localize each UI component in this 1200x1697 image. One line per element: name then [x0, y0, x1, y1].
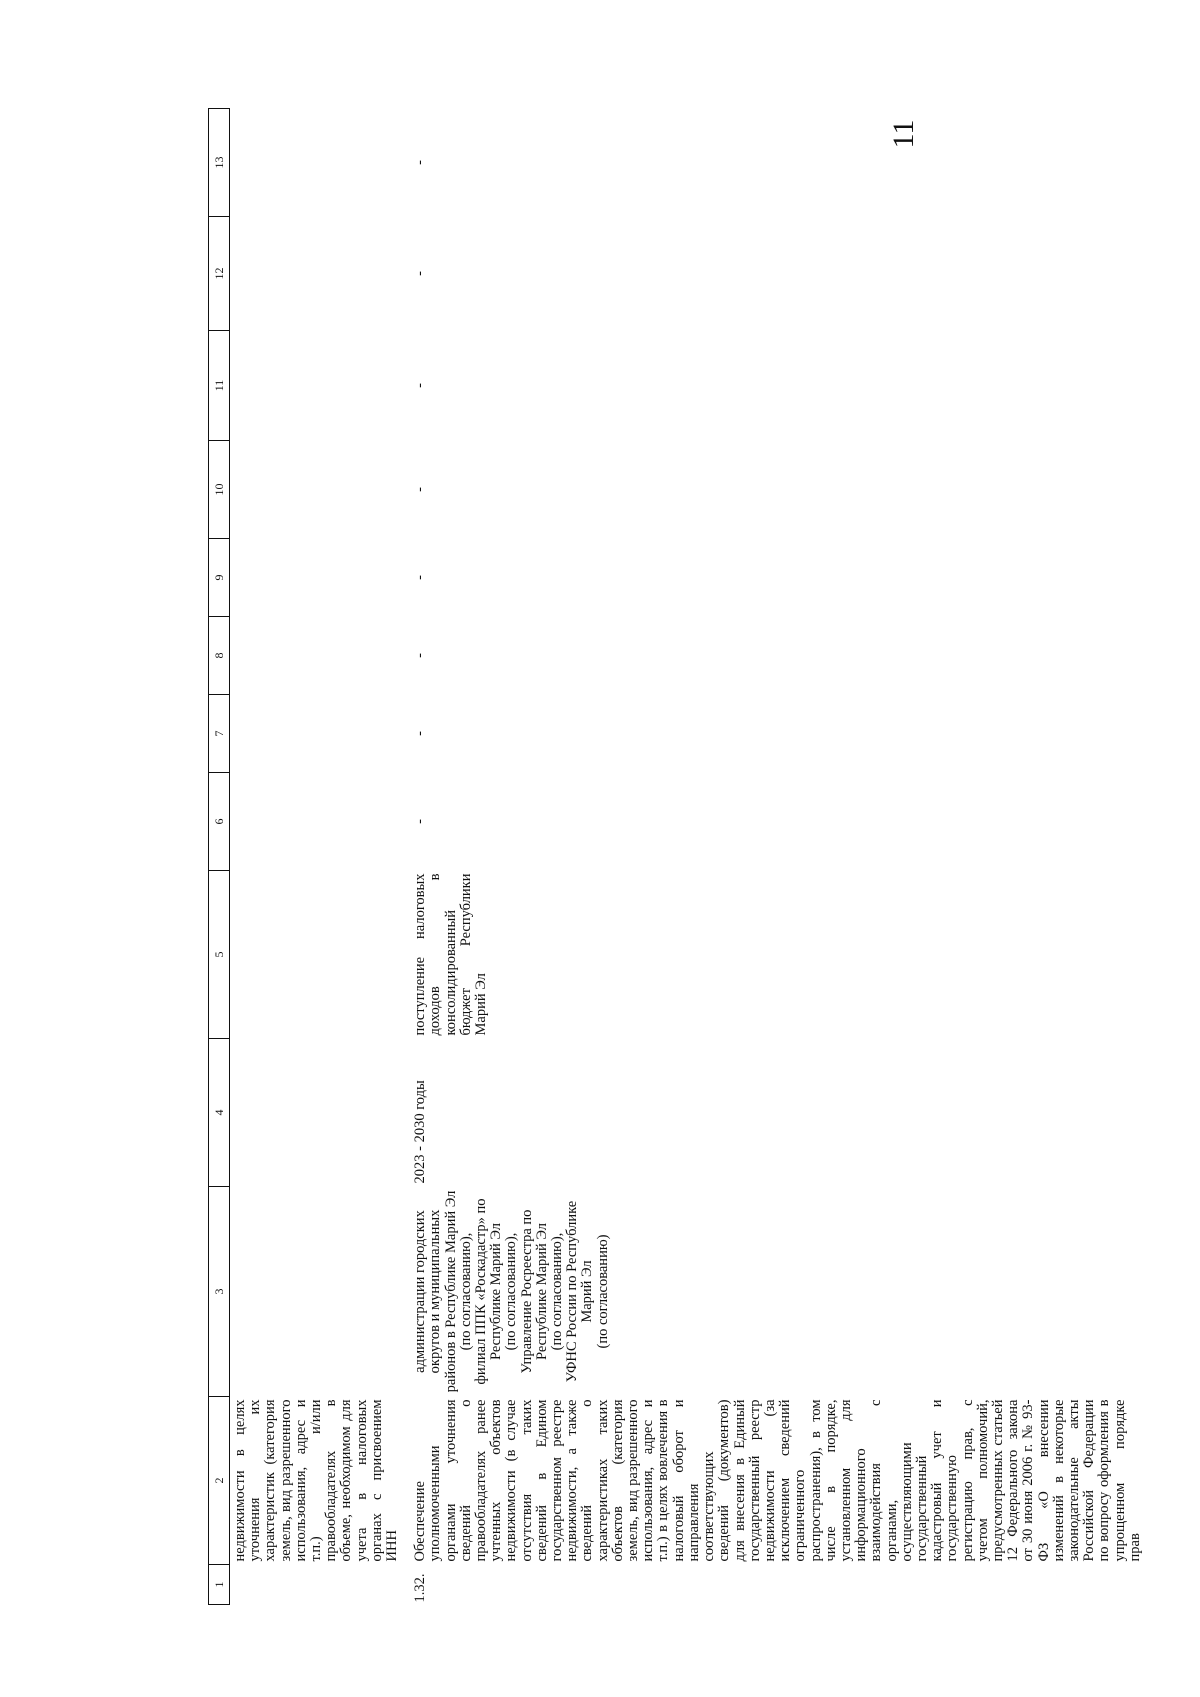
value-cell: -: [412, 383, 429, 388]
table-row-1-32: [410, 109, 1143, 1605]
column-header: 8: [209, 617, 230, 695]
executor-line: филиал ППК «Роскадастр» по Республике Марий Эл: [473, 1198, 505, 1385]
result-cell: поступление налоговых доходов в консолидированный бюджет Республики Марий Эл: [412, 873, 490, 1036]
value-cell: [230, 773, 401, 871]
page-number: 11: [887, 119, 920, 149]
value-cell: -: [412, 653, 429, 658]
value-cell: -: [412, 271, 429, 276]
value-cell: -: [412, 160, 429, 165]
value-cell: [230, 617, 401, 695]
value-cell: -: [412, 731, 429, 736]
column-header: 12: [209, 217, 230, 331]
value-cell: [230, 109, 401, 217]
value-cell: [230, 695, 401, 773]
column-header: 3: [209, 1187, 230, 1397]
table-row-continuation: [230, 109, 401, 1605]
executor-line: (по согласованию),: [549, 1232, 566, 1351]
column-header: 1: [209, 1565, 230, 1605]
row-number: 1.32.: [412, 1573, 429, 1603]
column-header: 4: [209, 1039, 230, 1187]
row-number: [230, 1565, 401, 1605]
measure-text: Обеспечение уполномоченными органами уточнения сведений о правообладателях ранее учтенных объектов недвижимости (в случае отсутствия таких сведений в Едином государственном реестре недвижимости, а также сведений о характеристиках таких объектов (категория земель, вид разрешенного использования, адрес и т.п.) в целях вовлечения в налоговый оборот и направления соответствующих сведений (документов) для внесения в Единый государственный реестр недвижимости (за исключением сведений ограниченного распространения), в том числе в порядке, установленном для информационного взаимодействия с органами, осуществляющими государственный кадастровый учет и государственную регистрацию прав, с учетом полномочий, предусмотренных статьей 12 Федерального закона от 30 июня 2006 г. № 93-ФЗ «О внесении изменений в некоторые законодательные акты Российской Федерации по вопросу оформления в упрощенном порядке прав: [412, 1399, 1143, 1562]
value-cell: [230, 331, 401, 441]
column-header: 6: [209, 773, 230, 871]
executor-line: (по согласованию),: [457, 1232, 474, 1351]
executors-cell: [230, 1187, 401, 1397]
plan-table: [208, 108, 1143, 1605]
column-header: 11: [209, 331, 230, 441]
column-header: 13: [209, 109, 230, 217]
plan-table-sheet: [208, 109, 1143, 1605]
column-header: 2: [209, 1397, 230, 1565]
period-cell: [230, 1039, 401, 1187]
column-header: 10: [209, 441, 230, 539]
executor-line: (по согласованию),: [503, 1232, 520, 1351]
value-cell: [230, 441, 401, 539]
value-cell: -: [412, 819, 429, 824]
value-cell: [230, 539, 401, 617]
measure-text: недвижимости в целях уточнения их характеристик (категория земель, вид разрешенного использования, адрес и т.п.) и/или правообладателях в объеме, необходимом для учета в налоговых органах с присвоением ИНН: [232, 1399, 401, 1562]
column-header: 5: [209, 871, 230, 1039]
value-cell: -: [412, 575, 429, 580]
result-cell: [230, 871, 401, 1039]
column-header: 7: [209, 695, 230, 773]
column-header: 9: [209, 539, 230, 617]
executor-line: (по согласованию): [594, 1234, 611, 1349]
value-cell: [230, 217, 401, 331]
executor-line: УФНС России по Республике Марий Эл: [564, 1200, 596, 1383]
executors-cell: [410, 1187, 1143, 1397]
executor-line: Управление Росреестра по Республике Марий Эл: [518, 1209, 550, 1374]
period-cell: 2023 - 2030 годы: [412, 1080, 429, 1184]
column-number-row: [209, 109, 230, 1605]
value-cell: -: [412, 487, 429, 492]
row-spacer: [400, 109, 410, 1605]
executor-line: администрации городских округов и муниципальных районов в Республике Марий Эл: [412, 1190, 459, 1393]
